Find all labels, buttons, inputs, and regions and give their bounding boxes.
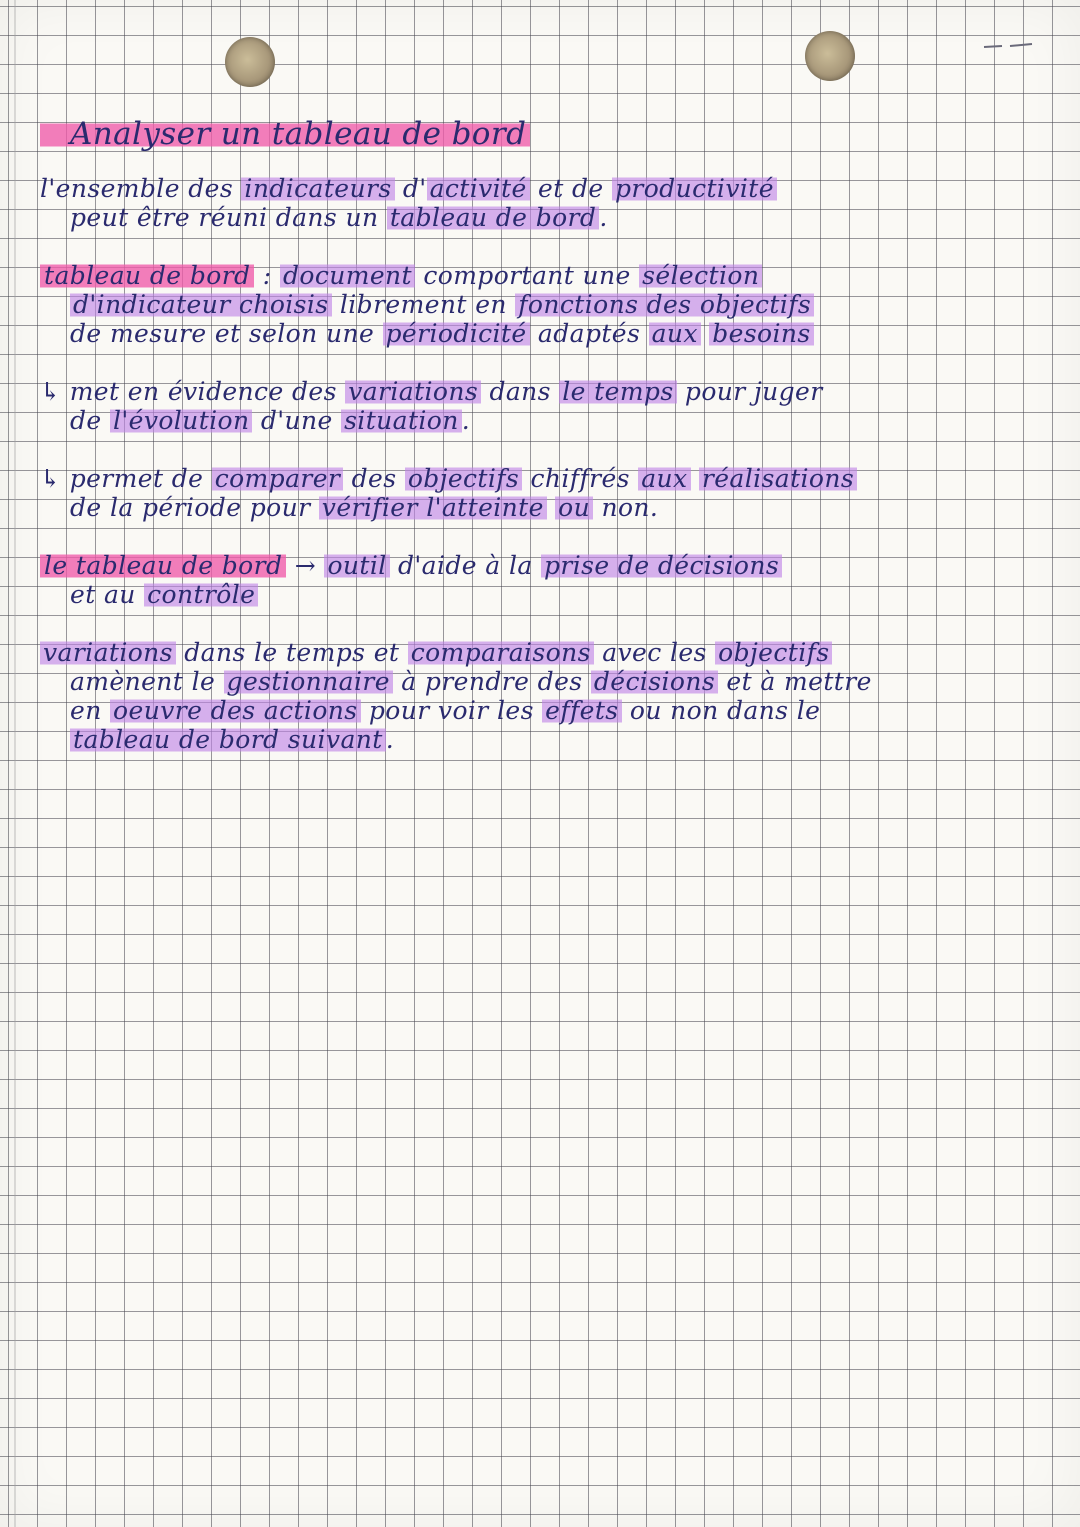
text: amènent le — [70, 667, 224, 696]
highlight: situation — [341, 406, 462, 435]
highlight: décisions — [591, 667, 718, 696]
highlight: objectifs — [405, 464, 522, 493]
text: avec les — [593, 638, 716, 667]
margin-line — [14, 0, 16, 1527]
highlight: document — [280, 261, 415, 290]
line — [40, 203, 1050, 232]
line — [40, 551, 1050, 580]
line — [40, 261, 1050, 290]
text: à prendre des — [392, 667, 591, 696]
highlight: besoins — [709, 319, 813, 348]
text: adaptés — [529, 319, 649, 348]
hook-arrow-icon: ↳ — [40, 464, 62, 493]
highlight: réalisations — [699, 464, 857, 493]
highlight: sélection — [639, 261, 762, 290]
text: pour voir les — [360, 696, 543, 725]
highlight: périodicité — [383, 319, 530, 348]
text: permet de — [61, 464, 212, 493]
highlight: aux — [638, 464, 690, 493]
notes-content — [40, 116, 1050, 783]
highlight: aux — [649, 319, 701, 348]
text: : — [254, 261, 280, 290]
highlight: variations — [345, 377, 481, 406]
line — [40, 580, 1050, 609]
text: . — [385, 725, 395, 754]
line — [40, 174, 1050, 203]
highlight: indicateurs — [241, 174, 394, 203]
paragraph-bullet-variations — [40, 377, 1050, 435]
line — [40, 377, 1050, 406]
highlight: le temps — [559, 377, 676, 406]
corner-mark-icon — [980, 38, 1040, 52]
text: de — [70, 406, 110, 435]
text: librement en — [331, 290, 516, 319]
line — [40, 406, 1050, 435]
line — [40, 725, 1050, 754]
highlight: vérifier l'atteinte — [319, 493, 547, 522]
highlight: ou — [555, 493, 593, 522]
text: et de — [529, 174, 612, 203]
highlight: effets — [542, 696, 621, 725]
highlight: oeuvre des actions — [110, 696, 360, 725]
text: non. — [593, 493, 659, 522]
highlight: l'évolution — [110, 406, 253, 435]
highlight: fonctions des objectifs — [515, 290, 814, 319]
paragraph-bullet-comparer — [40, 464, 1050, 522]
text: ou non dans le — [621, 696, 821, 725]
right-arrow-icon: → — [286, 551, 325, 580]
text: de mesure et selon une — [70, 319, 383, 348]
highlight: variations — [40, 638, 176, 667]
text — [701, 319, 709, 348]
term-highlight: le tableau de bord — [40, 551, 286, 580]
highlight: prise de décisions — [541, 551, 782, 580]
highlight: outil — [324, 551, 389, 580]
text: d' — [394, 174, 427, 203]
paragraph-variations-decisions — [40, 638, 1050, 754]
text: pour juger — [676, 377, 823, 406]
highlight: comparer — [212, 464, 344, 493]
text: peut être réuni dans un — [70, 203, 387, 232]
highlight: productivité — [612, 174, 777, 203]
line — [40, 696, 1050, 725]
term-highlight: tableau de bord — [40, 261, 254, 290]
text: en — [70, 696, 111, 725]
paragraph-tableau-de-bord-definition — [40, 261, 1050, 348]
text: . — [599, 203, 608, 232]
text: . — [461, 406, 471, 435]
binder-hole-right — [805, 31, 855, 81]
highlight: contrôle — [144, 580, 258, 609]
highlight: objectifs — [715, 638, 832, 667]
text: chiffrés — [522, 464, 639, 493]
text: et au — [70, 580, 145, 609]
text: met en évidence des — [61, 377, 346, 406]
text: de la période pour — [70, 493, 319, 522]
text: dans le temps et — [175, 638, 408, 667]
line — [40, 667, 1050, 696]
hook-arrow-icon: ↳ — [40, 377, 62, 406]
text — [691, 464, 699, 493]
highlight: tableau de bord suivant — [70, 725, 386, 754]
line — [40, 464, 1050, 493]
highlight: tableau de bord — [387, 203, 599, 232]
highlight: comparaisons — [408, 638, 594, 667]
text: l'ensemble des — [40, 174, 242, 203]
line — [40, 290, 1050, 319]
line — [40, 638, 1050, 667]
paragraph-outil-aide — [40, 551, 1050, 609]
line — [40, 493, 1050, 522]
binder-hole-left — [225, 37, 275, 87]
text — [547, 493, 555, 522]
text: d'aide à la — [389, 551, 542, 580]
highlight: gestionnaire — [224, 667, 393, 696]
text: et à mettre — [718, 667, 872, 696]
highlight: activité — [427, 174, 530, 203]
highlight: d'indicateur choisis — [70, 290, 332, 319]
page-title: Analyser un tableau de bord — [40, 120, 530, 149]
paragraph-definition-intro — [40, 174, 1050, 232]
text: comportant une — [415, 261, 640, 290]
text: dans — [481, 377, 560, 406]
text: des — [343, 464, 405, 493]
line — [40, 319, 1050, 348]
text: d'une — [252, 406, 342, 435]
